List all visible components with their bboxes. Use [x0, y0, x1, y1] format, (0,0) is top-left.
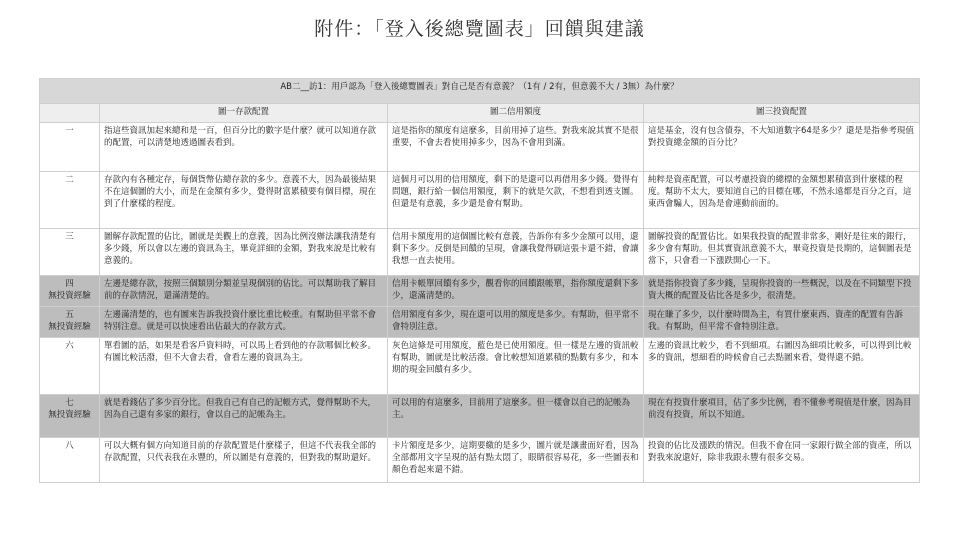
table-row: [40, 276, 920, 307]
deposit-feedback-cell: 指這些資訊加起來總和是一百，但百分比的數字是什麼？就可以知道存款的配置，可以清楚地透過圖表看到。: [100, 123, 388, 172]
credit-feedback-cell: 這是指你的額度有這麼多，目前用掉了這些。對我來說其實不是很重要，不會去看使用掉多少，因為不會用到滿。: [388, 123, 644, 172]
credit-feedback-cell: 信用卡額度用的這個圖比較有意義，告訴你有多少金額可以用，還剩下多少。反倒是回饋的呈現，會讓我覺得刷這張卡還不錯，會讓我想一直去使用。: [388, 229, 644, 276]
column-header-deposit: 圖一存款配置: [100, 104, 388, 123]
credit-feedback-cell: 可以用的有這麼多，目前用了這麼多。但一樣會以自己的記帳為主。: [388, 395, 644, 438]
corner-header: [40, 104, 100, 123]
column-header-investment: 圖三投資配置: [644, 104, 920, 123]
row-sublabel: 無投資經驗: [48, 410, 91, 420]
credit-feedback-cell: 灰色這條是可用額度，藍色是已使用額度。但一樣是左邊的資訊較有幫助，圖就是比較活潑。會比較想知道累積的點數有多少，和本期的現金回饋有多少。: [388, 338, 644, 395]
investment-feedback-cell: 左邊的資訊比較少，看不到細項。右圖因為細項比較多，可以得到比較多的資訊，想細看的時候會自己去點圖來看，覺得還不錯。: [644, 338, 920, 395]
row-sublabel: 無投資經驗: [48, 291, 91, 301]
investment-feedback-cell: 圖解投資的配置佔比。如果我投資的配置非常多，剛好是往來的銀行，多少會有幫助。但其實資訊意義不大，畢竟投資是長期的，這個圖表是當下，只會看一下漲跌開心一下。: [644, 229, 920, 276]
table-row: [40, 338, 920, 395]
deposit-feedback-cell: 圖解存款配置的佔比，圖就是美觀上的意義，因為比例沒辦法讓我清楚有多少錢，所以會以左邊的資訊為主，畢竟詳細的金額，對我來說是比較有意義的。: [100, 229, 388, 276]
investment-feedback-cell: 這是基金，沒有包含債券，不大知道數字64是多少？還是是指參考現值對投資總金額的百分比？: [644, 123, 920, 172]
row-label: 三: [40, 229, 100, 276]
deposit-feedback-cell: 單看圖的話，如果是看客戶資料時，可以馬上看到他的存款哪個比較多。有圖比較活潑，但不大會去看，會看左邊的資訊為主。: [100, 338, 388, 395]
investment-feedback-cell: 現在賺了多少，以什麼時間為主，有買什麼東西、資產的配置有告訴我。有幫助，但平常不會特別注意。: [644, 307, 920, 338]
page-title: 附件：「登入後總覽圖表」回饋與建議: [314, 18, 645, 40]
row-label: 六: [40, 338, 100, 395]
table-row: [40, 307, 920, 338]
credit-feedback-cell: 信用卡帳單回饋有多少，觀看你的回饋跟帳單，指你額度還剩下多少，還滿清楚的。: [388, 276, 644, 307]
deposit-feedback-cell: 就是看錢佔了多少百分比。但我自己有自己的記帳方式，覺得幫助不大，因為自己還有多家的銀行，會以自己的記帳為主。: [100, 395, 388, 438]
credit-feedback-cell: 卡片額度是多少，這期要繳的是多少，圖片就是讓畫面好看，因為全部都用文字呈現的話有點太悶了，眼睛很容易花，多一些圖表和顏色看起來還不錯。: [388, 438, 644, 483]
question-heading: AB二__訪1：用戶認為「登入後總覽圖表」對自己是否有意義？（1有 / 2有，但意義不大 / 3無）為什麼？: [40, 79, 920, 104]
deposit-feedback-cell: 左邊滿清楚的，也有圖來告訴我投資什麼比重比較重。有幫助但平常不會特別注意。就是可以快速看出佔最大的存款方式。: [100, 307, 388, 338]
table-row: [40, 438, 920, 483]
table-row: [40, 123, 920, 172]
credit-feedback-cell: 信用額度有多少，現在還可以用的額度是多少。有幫助，但平常不會特別注意。: [388, 307, 644, 338]
row-label: 一: [40, 123, 100, 172]
investment-feedback-cell: 投資的佔比及漲跌的情況。但我不會在同一家銀行做全部的資產，所以對我來說還好，除非我跟永豐有很多交易。: [644, 438, 920, 483]
feedback-table: [39, 78, 920, 483]
table-row: [40, 172, 920, 229]
row-label: 五 無投資經驗: [40, 307, 100, 338]
investment-feedback-cell: 現在有投資什麼項目，佔了多少比例，看不懂參考現值是什麼，因為目前沒有投資，所以不知道。: [644, 395, 920, 438]
row-label: 七 無投資經驗: [40, 395, 100, 438]
row-label: 四 無投資經驗: [40, 276, 100, 307]
investment-feedback-cell: 純粹是資產配置，可以考慮投資的總標的金額想累積富到什麼樣的程度。幫助不太大，要知道自己的目標在哪，不然永遠都是百分之百，這東西會騙人，因為是會連動前面的。: [644, 172, 920, 229]
row-label: 八: [40, 438, 100, 483]
row-sublabel: 無投資經驗: [48, 322, 91, 332]
deposit-feedback-cell: 存款內有各種定存，每個貨幣佔總存款的多少。意義不大，因為最後結果不在這個圖的大小，而是在金額有多少，覺得財富累積要有個目標，現在到了什麼樣的程度。: [100, 172, 388, 229]
deposit-feedback-cell: 可以大概有個方向知道目前的存款配置是什麼樣子，但這不代表我全部的存款配置，只代表我在永豐的，所以圖是有意義的，但對我的幫助還好。: [100, 438, 388, 483]
credit-feedback-cell: 這個月可以用的信用額度，剩下的是還可以再借用多少錢。覺得有問題，銀行給一個信用額度，剩下的就是欠款，不想看到透支圖。但還是有意義，多少還是會有幫助。: [388, 172, 644, 229]
row-label: 二: [40, 172, 100, 229]
column-header-credit: 圖二信用額度: [388, 104, 644, 123]
investment-feedback-cell: 就是指你投資了多少錢，呈現你投資的一些概況，以及在不同類型下投資大概的配置及佔比各是多少，很清楚。: [644, 276, 920, 307]
table-row: [40, 229, 920, 276]
deposit-feedback-cell: 左邊是總存款，按照三個類別分類並呈現個別的佔比。可以幫助我了解目前的存款情況，還滿清楚的。: [100, 276, 388, 307]
table-row: [40, 395, 920, 438]
